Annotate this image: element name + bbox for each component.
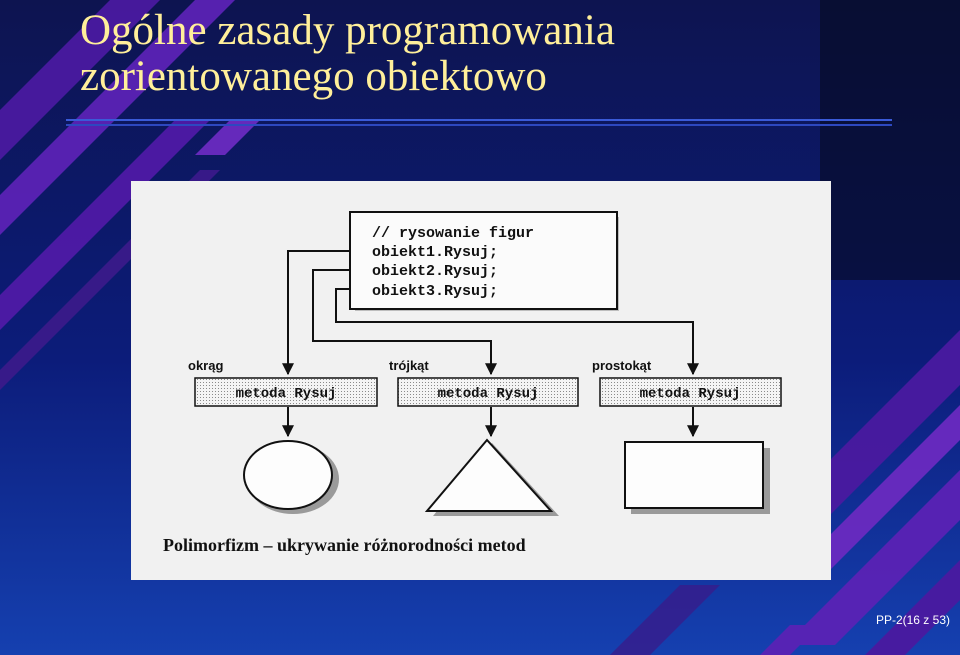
title-divider-secondary [66,124,892,126]
slide-title-line-2: zorientowanego obiektowo [80,53,547,100]
method-label-trojkat: metoda Rysuj [437,386,539,402]
object-label-prostokat: prostokąt [592,358,652,373]
circle-shape [244,441,332,509]
page-number: PP-2(16 z 53) [875,613,950,627]
method-label-okrag: metoda Rysuj [235,386,337,402]
title-divider [66,119,892,121]
code-line-obiekt1: obiekt1.Rysuj; [372,244,499,261]
object-label-trojkat: trójkąt [389,358,429,373]
diagram-canvas [131,181,831,580]
triangle-shape [427,440,551,511]
slide-title [80,8,615,100]
diagram-caption: Polimorfizm – ukrywanie różnorodności metod [163,535,526,555]
object-label-okrag: okrąg [188,358,224,373]
slide-title-line-1: Ogólne zasady programowania [80,7,615,54]
rectangle-shape [625,442,763,508]
code-line-comment: // rysowanie figur [372,225,535,242]
polymorphism-diagram [131,181,831,580]
code-line-obiekt3: obiekt3.Rysuj; [372,283,499,300]
method-label-prostokat: metoda Rysuj [639,386,741,402]
code-line-obiekt2: obiekt2.Rysuj; [372,263,499,280]
